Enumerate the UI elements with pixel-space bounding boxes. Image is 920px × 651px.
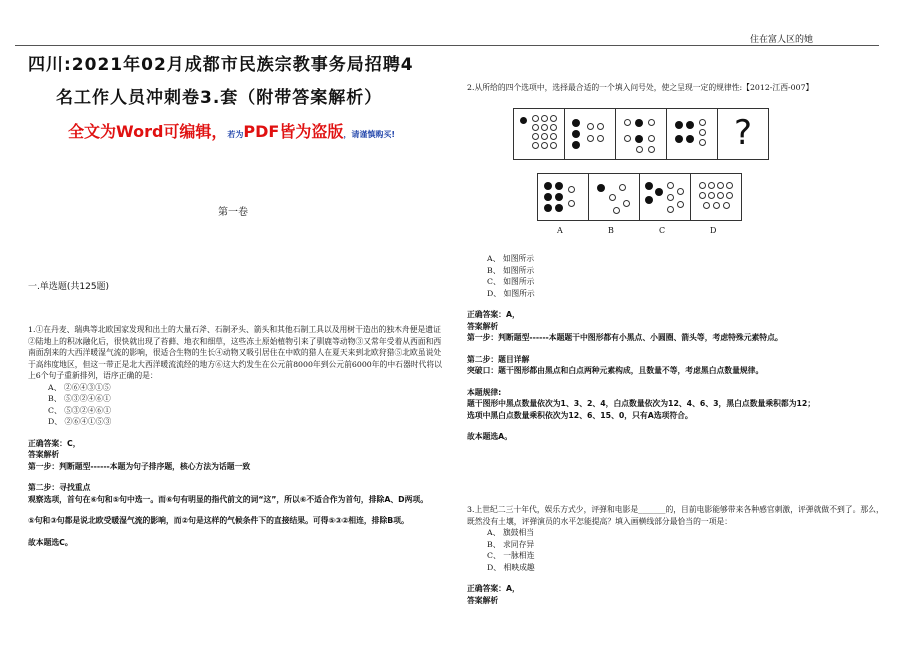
black-dot — [572, 141, 580, 149]
white-dot — [699, 129, 706, 136]
white-dot — [550, 115, 557, 122]
q1-option-d: D、 ②⑥④①⑤③ — [48, 417, 112, 426]
q2-choice-a — [537, 173, 589, 221]
q3-stem: 3.上世纪二三十年代，娱乐方式少，评弹和电影是_______的，目前电影能够带来各种感官刺激，评弹就做不到了。那么，既然没有土壤，评弹演员的水平怎能提高？填入画横线部分最恰当的一项是： — [467, 505, 884, 526]
white-dot — [648, 119, 655, 126]
black-dot — [555, 182, 563, 190]
white-dot — [550, 133, 557, 140]
q2-rule-2: 选项中黑白点数量乘积依次为12、6、15、0，只有A选项符合。 — [467, 410, 693, 420]
q1-step1: 第一步：判断题型------本题为句子排序题，核心方法为话题一致 — [28, 461, 251, 471]
white-dot — [723, 202, 730, 209]
q1-answer: 正确答案：C， — [28, 438, 81, 448]
edit-note-blue2: ，请谨慎购买! — [343, 130, 396, 139]
q1-paragraph1: 观察选项，首句在⑥句和⑤句中选一。而⑥句有明显的指代前文的词“这”，所以⑥不适合作为首句，排除A、D两项。 — [28, 494, 429, 504]
q3-analysis-label: 答案解析 — [467, 595, 499, 605]
q2-choice-label-b: B — [608, 226, 614, 235]
white-dot — [532, 124, 539, 131]
q2-choice-b — [588, 173, 640, 221]
q2-choice-label-d: D — [710, 226, 717, 235]
white-dot — [624, 135, 631, 142]
white-dot — [699, 139, 706, 146]
white-dot — [568, 186, 575, 193]
black-dot — [686, 135, 694, 143]
q2-cell-3 — [615, 108, 667, 160]
white-dot — [550, 142, 557, 149]
q2-choice-label-c: C — [659, 226, 666, 235]
q3-answer: 正确答案：A， — [467, 584, 520, 593]
black-dot — [645, 196, 653, 204]
white-dot — [708, 192, 715, 199]
question-2-body — [467, 253, 887, 443]
question-1 — [28, 324, 448, 548]
white-dot — [726, 182, 733, 189]
q3-option-d: D、 相映成趣 — [487, 562, 535, 572]
edit-note-blue1: 若为 — [227, 130, 244, 139]
white-dot — [703, 202, 710, 209]
q2-option-a: A、 如图所示 — [487, 254, 535, 263]
white-dot — [708, 182, 715, 189]
white-dot — [713, 202, 720, 209]
black-dot — [635, 119, 643, 127]
q1-paragraph2: ⑤句和③句都是说北欧受暖湿气流的影响，而②句是这样的气候条件下的直接结果。可得⑤③②相连，排除B项。 — [28, 516, 409, 525]
black-dot — [544, 204, 552, 212]
white-dot — [699, 192, 706, 199]
white-dot — [717, 192, 724, 199]
black-dot — [572, 119, 580, 127]
section-heading: 一.单选题(共125题) — [28, 282, 110, 292]
black-dot — [555, 204, 563, 212]
q2-cell-2 — [564, 108, 616, 160]
white-dot — [609, 194, 616, 201]
white-dot — [677, 201, 684, 208]
edit-note-red: 全文为Word可编辑， — [68, 122, 228, 141]
q3-option-a: A、 旗鼓相当 — [487, 528, 535, 537]
edit-note-red2: PDF皆为盗版 — [243, 122, 344, 141]
q2-analysis-label: 答案解析 — [467, 321, 499, 331]
volume-heading: 第一卷 — [218, 207, 248, 218]
header-rule — [15, 45, 879, 46]
white-dot — [541, 124, 548, 131]
white-dot — [541, 142, 548, 149]
white-dot — [636, 146, 643, 153]
doc-title-line2: 名工作人员冲刺卷3.套（附带答案解析） — [56, 88, 383, 108]
edit-note — [68, 122, 396, 141]
q2-option-b: B、 如图所示 — [487, 265, 535, 275]
black-dot — [555, 193, 563, 201]
doc-title-line1: 四川:2021年02月成都市民族宗教事务局招聘4 — [28, 55, 414, 75]
white-dot — [717, 182, 724, 189]
q2-choice-d — [690, 173, 742, 221]
white-dot — [587, 135, 594, 142]
white-dot — [624, 119, 631, 126]
white-dot — [587, 123, 594, 130]
black-dot — [686, 121, 694, 129]
q1-option-c: C、 ⑤③②④⑥① — [48, 405, 112, 415]
q2-stem: 2.从所给的四个选项中，选择最合适的一个填入问号处，使之呈现一定的规律性:【2012-江西-007】 — [467, 83, 814, 92]
white-dot — [613, 207, 620, 214]
white-dot — [597, 123, 604, 130]
black-dot — [544, 193, 552, 201]
q2-step2-text: 突破口：题干图形都由黑点和白点两种元素构成，且数量不等，考虑黑白点数量规律。 — [467, 366, 764, 375]
q2-choice-c — [639, 173, 691, 221]
white-dot — [667, 182, 674, 189]
q2-rule-title: 本题规律: — [467, 387, 502, 397]
q1-analysis-label: 答案解析 — [28, 450, 60, 459]
q2-cell-4 — [666, 108, 718, 160]
black-dot — [544, 182, 552, 190]
white-dot — [623, 200, 630, 207]
white-dot — [648, 135, 655, 142]
black-dot — [645, 182, 653, 190]
q2-step1: 第一步：判断题型------本题题干中图形都有小黑点、小圆圈、箭头等，考虑特殊元素特点。 — [467, 333, 783, 342]
black-dot — [520, 117, 527, 124]
white-dot — [648, 146, 655, 153]
q1-conclusion: 故本题选C。 — [28, 537, 73, 547]
white-dot — [726, 192, 733, 199]
q2-choice-label-a: A — [557, 226, 563, 235]
white-dot — [667, 194, 674, 201]
white-dot — [699, 182, 706, 189]
q1-stem: 1.①在丹麦、瑞典等北欧国家发现和出土的大量石斧、石制矛头、箭头和其他石制工具以及用树干造出的独木舟便是遗证②陆地上的积冰融化后，很快就出现了苔藓、地衣和细草，这些冻土原始植物引来了驯鹿等动物③又常年受着从西面和西南面刮来的大西洋暖湿气流的影响，很适合生物的生长④动物又吸引居住在中欧的猎人在夏天来到北欧狩猎⑤北欧虽说处于高纬度地区，但这一带正是北大西洋暖流流经的地方⑥这大约发生在公元前8000年到公元前6000年的中石器时代将以上6个句子重新排列，语序正确的是： — [28, 325, 442, 380]
q3-option-c: C、 一脉相连 — [487, 551, 535, 560]
white-dot — [541, 115, 548, 122]
q2-option-d: D、 如图所示 — [487, 288, 535, 298]
white-dot — [532, 142, 539, 149]
question-3 — [467, 504, 887, 606]
white-dot — [532, 133, 539, 140]
q2-option-c: C、 如图所示 — [487, 277, 535, 286]
q2-question-mark: ? — [717, 108, 769, 160]
white-dot — [677, 188, 684, 195]
white-dot — [532, 115, 539, 122]
q3-option-b: B、 求同存异 — [487, 539, 535, 549]
q2-rule-1: 题干图形中黑点数量依次为1、3、2、4，白点数量依次为12、4、6、3，黑白点数量乘积都为12； — [467, 399, 816, 408]
black-dot — [572, 130, 580, 138]
q2-conclusion: 故本题选A。 — [467, 432, 513, 441]
q1-option-a: A、 ②⑥④③①⑤ — [48, 382, 111, 392]
q2-cell-1 — [513, 108, 565, 160]
black-dot — [655, 188, 663, 196]
black-dot — [675, 135, 683, 143]
q2-step2-title: 第二步：题目详解 — [467, 354, 530, 364]
black-dot — [635, 135, 643, 143]
black-dot — [675, 121, 683, 129]
white-dot — [550, 124, 557, 131]
white-dot — [568, 200, 575, 207]
q2-question-figure — [513, 108, 769, 160]
white-dot — [597, 135, 604, 142]
white-dot — [619, 184, 626, 191]
q1-step2: 第二步：寻找重点 — [28, 483, 91, 492]
white-dot — [541, 133, 548, 140]
header-author: 住在富人区的她 — [750, 35, 814, 45]
black-dot — [597, 184, 605, 192]
white-dot — [699, 119, 706, 126]
q2-choices-figure — [537, 173, 743, 237]
white-dot — [667, 206, 674, 213]
q2-answer: 正确答案：A， — [467, 310, 520, 319]
q1-option-b: B、 ⑤③②④⑥① — [48, 394, 111, 403]
